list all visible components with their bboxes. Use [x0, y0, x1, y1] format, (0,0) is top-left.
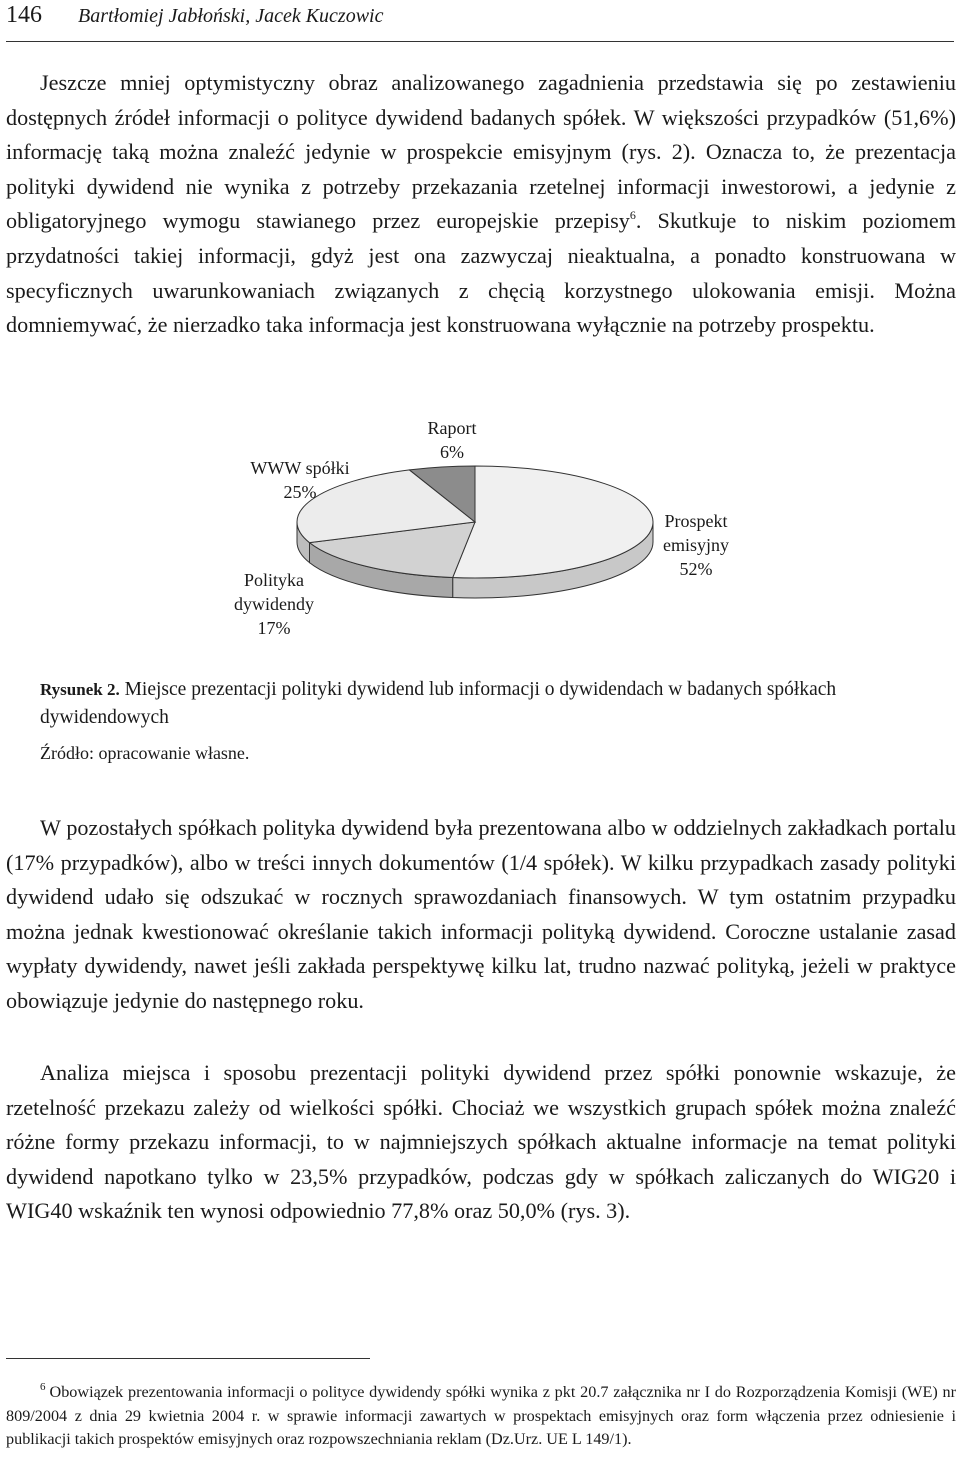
pie-label-line: Raport: [427, 418, 477, 438]
page-number: 146: [6, 2, 42, 28]
pie-label-prospekt-emisyjny: [663, 511, 729, 579]
footnote: [6, 1381, 956, 1452]
pie-label-polityka-dywidendy: [234, 570, 314, 638]
paragraph-1-text-a: Jeszcze mniej optymistyczny obraz analizowanego zagadnienia przedstawia się po zestawieniu dostępnych źródeł informacji o polityce dywidend badanych spółek. W większości przypadków (51,6%) informację taką można znaleźć jedynie w prospekcie emisyjnym (rys. 2). Oznacza to, że prezentacja polityki dywidend nie wynika z potrzeby przekazania rzetelnej informacji inwestorowi, a jedynie z obligatoryjnego wymogu stawianego przez europejskie przepisy: [6, 70, 956, 234]
footnote-ref[interactable]: 6: [629, 208, 636, 223]
footnote-number: 6: [40, 1381, 46, 1393]
pie-label-line: 17%: [257, 618, 291, 638]
paragraph-2: W pozostałych spółkach polityka dywidend była prezentowana albo w oddzielnych zakładkach portalu (17% przypadków), albo w treści innych dokumentów (1/4 spółek). W kilku przypadkach zasady polityki dywidend udało się odszukać w rocznych sprawozdaniach finansowych. W tym ostatnim przypadku można jednak kwestionować określanie takich informacji polityką dywidend. Coroczne ustalanie zasad wypłaty dywidendy, nawet jeśli zakłada perspektywę kilku lat, trudno nazwać polityką, jeżeli w praktyce obowiązuje jedynie do następnego roku.: [6, 815, 956, 1013]
pie-label-line: emisyjny: [663, 535, 729, 555]
caption-text: Miejsce prezentacji polityki dywidend lub informacji o dywidendach w badanych spółkach dywidendowych: [40, 679, 837, 728]
paragraph-3: Analiza miejsca i sposobu prezentacji polityki dywidend przez spółki ponownie wskazuje, że rzetelność przekazu zależy od wielkości spółki. Chociaż we wszystkich grupach spółek można znaleźć różne formy przekazu informacji, to w najmniejszych spółkach aktualne informacje na temat polityki dywidend napotkano tylko w 23,5% przypadków, podczas gdy w spółkach zaliczanych do WIG20 i WIG40 wskaźnik ten wynosi odpowiednio 77,8% oraz 50,0% (rys. 3).: [6, 1060, 956, 1224]
paragraph-1-text-b: . Skutkuje to niskim poziomem przydatności takiej informacji, gdyż jest ona zazwyczaj nieaktualna, a ponadto konstruowana w specyficznych uwarunkowaniach związanych z chęcią korzystnego ulokowania emisji. Można domniemywać, że nierzadko taka informacja jest konstruowana wyłącznie na potrzeby prospektu.: [6, 208, 956, 338]
pie-label-line: dywidendy: [234, 594, 314, 614]
header-rule: [6, 41, 954, 42]
pie-label-line: 52%: [679, 559, 713, 579]
pie-label-line: Polityka: [243, 570, 305, 590]
running-head: Bartłomiej Jabłoński, Jacek Kuczowic: [78, 5, 384, 27]
pie-label-raport: [428, 418, 477, 462]
pie-chart: [0, 400, 960, 650]
pie-label-line: Prospekt: [664, 511, 728, 531]
paragraph-1: [6, 66, 956, 343]
footnote-text: Obowiązek prezentowania informacji o polityce dywidendy spółki wynika z pkt 20.7 załącznika nr I do Rozporządzenia Komisji (WE) nr 809/2004 z dnia 29 kwietnia 2004 r. w sprawie informacji zawartych w prospektach emisyjnych oraz form włączenia przez odniesienie i publikacji takich prospektów emisyjnych oraz rozpowszechniania reklam (Dz.Urz. UE L 149/1).: [6, 1383, 956, 1448]
footnote-rule: [6, 1358, 370, 1359]
pie-label-line: 25%: [283, 482, 317, 502]
caption-label: Rysunek 2.: [40, 680, 120, 699]
figure-source: Źródło: opracowanie własne.: [40, 743, 250, 763]
pie-label-line: 6%: [440, 442, 464, 462]
pie-slices: [297, 466, 653, 578]
pie-label-line: WWW spółki: [250, 458, 350, 478]
figure-caption: [40, 676, 920, 732]
